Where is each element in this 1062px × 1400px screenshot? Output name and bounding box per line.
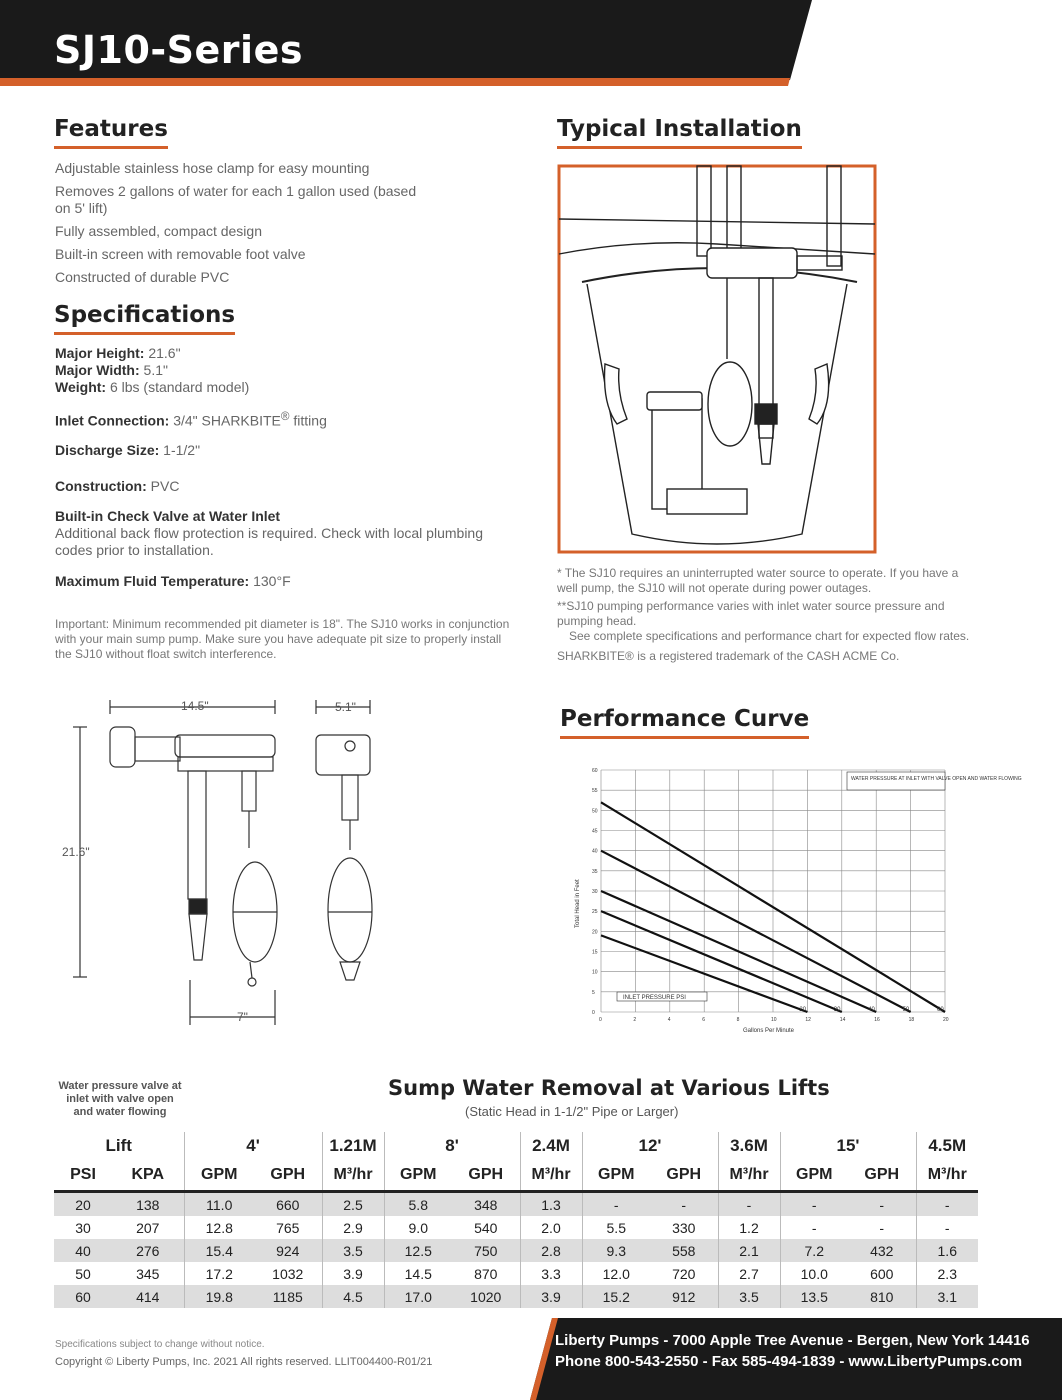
- table-cell: 13.5: [780, 1285, 848, 1308]
- table-cell: 19.8: [184, 1285, 254, 1308]
- lift-header: Lift: [105, 1136, 132, 1155]
- x-tick-label: 2: [633, 1017, 637, 1023]
- table-cell: 2.5: [322, 1192, 384, 1217]
- table-cell: 348: [474, 1196, 498, 1213]
- table-row: [54, 1192, 978, 1217]
- y-tick-label: 40: [592, 848, 598, 855]
- height-label: 21.6": [62, 845, 90, 859]
- group-header: 2.4M: [520, 1132, 582, 1160]
- y-tick-label: 60: [592, 768, 598, 774]
- table-cell: 5.5: [582, 1216, 650, 1239]
- width-front-label: 14.5": [181, 699, 209, 713]
- x-tick-label: 18: [908, 1017, 915, 1023]
- column-header: GPH: [254, 1160, 322, 1192]
- footer-contact: Phone 800-543-2550 - Fax 585-494-1839 - www.LibertyPumps.com: [555, 1353, 1023, 1370]
- table-cell: 765: [276, 1219, 300, 1236]
- group-header: 15': [780, 1132, 916, 1160]
- installation-section: [557, 116, 802, 149]
- column-header: GPH: [848, 1160, 916, 1192]
- table-cell: 20: [75, 1196, 91, 1213]
- install-note: **SJ10 pumping performance varies with inlet water source pressure and pumping head.: [557, 599, 945, 628]
- feature-item: Removes 2 gallons of water for each 1 gallon used (based on 5' lift): [55, 183, 417, 216]
- x-tick-label: 20: [943, 1017, 949, 1023]
- spec-value: 3/4" SHARKBITE: [173, 412, 281, 429]
- table-note: Water pressure valve at inlet with valve open and water flowing: [58, 1080, 182, 1118]
- series-label: 50: [902, 1007, 910, 1013]
- column-header: GPM: [780, 1160, 848, 1192]
- install-note: * The SJ10 requires an uninterrupted water source to operate. If you have a well pump, the SJ10 will not operate during power outages.: [557, 566, 959, 595]
- installation-notes: [557, 566, 977, 664]
- chart-xlabel: Gallons Per Minute: [743, 1028, 795, 1034]
- check-valve-text: Additional back flow protection is required. Check with local plumbing codes prior to installation.: [55, 524, 483, 558]
- table-cell: 2.7: [718, 1262, 780, 1285]
- table-cell: -: [780, 1192, 848, 1217]
- table-cell: 558: [672, 1242, 696, 1259]
- foot-screen: [189, 914, 207, 960]
- chart-grid: [601, 770, 945, 1012]
- spec-label: Major Height:: [55, 345, 145, 361]
- trademark-note: SHARKBITE® is a registered trademark of the CASH ACME Co.: [557, 649, 900, 663]
- y-tick-label: 10: [592, 969, 598, 976]
- table-cell: 2.9: [322, 1216, 384, 1239]
- x-tick-label: 0: [599, 1017, 602, 1023]
- elbow-pipe: [110, 727, 135, 767]
- column-header: GPM: [582, 1160, 650, 1192]
- spec-label: Weight:: [55, 379, 107, 395]
- table-cell: 432: [870, 1242, 894, 1259]
- performance-section: [560, 706, 809, 739]
- table-cell: 3.3: [520, 1262, 582, 1285]
- float-switch: [708, 362, 752, 446]
- table-cell: 660: [276, 1196, 300, 1213]
- table-cell: 40: [75, 1242, 91, 1259]
- x-tick-label: 8: [736, 1017, 740, 1023]
- table-cell: 4.5: [322, 1285, 384, 1308]
- table-cell: 15.2: [582, 1285, 650, 1308]
- features-list: [55, 160, 425, 292]
- y-tick-label: 25: [592, 909, 598, 916]
- table-cell: 3.1: [916, 1285, 978, 1308]
- spec-label: Discharge Size:: [55, 441, 160, 458]
- table-cell: -: [879, 1196, 885, 1213]
- table-cell: 1.2: [718, 1216, 780, 1239]
- table-cell: 3.9: [322, 1262, 384, 1285]
- column-header: GPM: [184, 1160, 254, 1192]
- footer-copyright: Copyright © Liberty Pumps, Inc. 2021 All rights reserved. LLIT004400-R01/21: [55, 1356, 433, 1368]
- column-header: PSI: [54, 1160, 112, 1192]
- x-tick-label: 14: [839, 1017, 846, 1023]
- group-header: 4': [184, 1132, 322, 1160]
- table-cell: 9.3: [582, 1239, 650, 1262]
- chart-legend: WATER PRESSURE AT INLET WITH VALVE OPEN AND WATER FLOWING: [851, 776, 1022, 782]
- pipe: [188, 771, 206, 899]
- group-header: 1.21M: [322, 1132, 384, 1160]
- table-cell: 2.1: [718, 1239, 780, 1262]
- side-head: [316, 735, 370, 775]
- chart-ylabel: Total Head in Feet: [575, 879, 581, 928]
- install-note: See complete specifications and performance chart for expected flow rates.: [569, 629, 970, 643]
- table-cell: 1.3: [520, 1192, 582, 1217]
- table-subtitle: (Static Head in 1-1/2" Pipe or Larger): [465, 1104, 679, 1119]
- table-cell: 60: [75, 1288, 91, 1305]
- column-header: M³/hr: [322, 1160, 384, 1192]
- y-tick-label: 45: [592, 828, 598, 835]
- side-float: [328, 858, 372, 962]
- table-cell: 345: [136, 1265, 160, 1282]
- table-cell: -: [718, 1192, 780, 1217]
- column-header: GPH: [650, 1160, 718, 1192]
- x-tick-label: 6: [702, 1017, 705, 1023]
- table-cell: 3.5: [718, 1285, 780, 1308]
- y-tick-label: 55: [592, 788, 598, 795]
- table-cell: 2.3: [916, 1262, 978, 1285]
- table-cell: -: [916, 1216, 978, 1239]
- table-cell: -: [780, 1216, 848, 1239]
- sj10-unit: [707, 248, 797, 278]
- group-header: 8': [384, 1132, 520, 1160]
- table-cell: 9.0: [384, 1216, 452, 1239]
- performance-heading: Performance Curve: [560, 706, 809, 739]
- table-cell: 330: [672, 1219, 696, 1236]
- removal-table: [54, 1132, 978, 1308]
- table-cell: 750: [474, 1242, 498, 1259]
- spec-value: fitting: [293, 412, 327, 429]
- series-label: 20: [799, 1007, 807, 1013]
- table-cell: 7.2: [780, 1239, 848, 1262]
- table-cell: 2.8: [520, 1239, 582, 1262]
- table-cell: 3.5: [322, 1239, 384, 1262]
- page-title: SJ10-Series: [54, 28, 303, 72]
- spec-label: Construction:: [55, 477, 147, 494]
- inlet-label: INLET PRESSURE PSI: [623, 995, 686, 1001]
- x-tick-label: 12: [805, 1017, 811, 1023]
- pump-head: [175, 735, 275, 757]
- table-cell: 600: [870, 1265, 894, 1282]
- y-tick-label: 15: [592, 949, 598, 956]
- table-cell: -: [582, 1192, 650, 1217]
- table-cell: -: [879, 1219, 885, 1236]
- table-cell: 540: [474, 1219, 498, 1236]
- y-tick-label: 5: [592, 989, 595, 996]
- group-header: 12': [582, 1132, 718, 1160]
- table-cell: 5.8: [384, 1192, 452, 1217]
- performance-chart: [565, 760, 1022, 1040]
- y-tick-label: 0: [592, 1010, 595, 1016]
- header-bar: [0, 0, 1062, 90]
- spec-value: 130°F: [253, 572, 291, 589]
- table-cell: 50: [75, 1265, 91, 1282]
- table-cell: 720: [672, 1265, 696, 1282]
- spec-label: Major Width:: [55, 362, 140, 378]
- column-header: GPH: [452, 1160, 520, 1192]
- feature-item: Built-in screen with removable foot valve: [55, 246, 306, 262]
- y-tick-label: 35: [592, 868, 598, 875]
- table-cell: -: [916, 1192, 978, 1217]
- footer-bar: [530, 1318, 1062, 1400]
- spec-list: [55, 345, 515, 590]
- table-cell: 138: [136, 1196, 160, 1213]
- features-heading: Features: [54, 116, 168, 149]
- table-cell: 810: [870, 1288, 894, 1305]
- spec-value: 21.6": [148, 345, 181, 361]
- table-title: Sump Water Removal at Various Lifts: [388, 1076, 830, 1100]
- specifications-section: [54, 302, 235, 335]
- x-tick-label: 10: [771, 1017, 777, 1023]
- column-header: GPM: [384, 1160, 452, 1192]
- table-cell: 14.5: [384, 1262, 452, 1285]
- registered-mark: ®: [280, 410, 290, 423]
- y-tick-label: 30: [592, 889, 598, 895]
- x-tick-label: 4: [667, 1017, 671, 1023]
- spec-label: Maximum Fluid Temperature:: [55, 572, 250, 589]
- table-cell: 11.0: [184, 1192, 254, 1217]
- column-header: M³/hr: [520, 1160, 582, 1192]
- installation-heading: Typical Installation: [557, 116, 802, 149]
- features-section: [54, 116, 168, 149]
- spec-value: 1-1/2": [163, 441, 201, 458]
- important-note: Important: Minimum recommended pit diameter is 18". The SJ10 works in conjunction with your main sump pump. Make sure you have adequate pit size to properly install the SJ10 without float switch interference.: [55, 617, 510, 661]
- installation-illustration: [557, 164, 877, 554]
- series-label: 60: [937, 1007, 944, 1013]
- spec-value: 6 lbs (standard model): [109, 379, 250, 395]
- table-cell: 1032: [272, 1265, 304, 1282]
- table-cell: 924: [276, 1242, 300, 1259]
- column-header: M³/hr: [916, 1160, 978, 1192]
- table-cell: 17.2: [184, 1262, 254, 1285]
- group-header: 3.6M: [718, 1132, 780, 1160]
- table-cell: 3.9: [520, 1285, 582, 1308]
- table-cell: 1185: [272, 1288, 303, 1305]
- table-cell: 1020: [470, 1288, 502, 1305]
- table-cell: 870: [474, 1265, 498, 1282]
- table-row: [54, 1285, 978, 1308]
- y-tick-label: 50: [592, 808, 598, 815]
- table-cell: -: [681, 1196, 687, 1213]
- spec-label: Inlet Connection:: [55, 412, 170, 429]
- check-valve-label: Built-in Check Valve at Water Inlet: [55, 507, 281, 524]
- x-tick-label: 16: [874, 1017, 880, 1023]
- table-cell: 12.8: [184, 1216, 254, 1239]
- table-cell: 414: [136, 1288, 160, 1305]
- table-cell: 207: [136, 1219, 160, 1236]
- spec-value: PVC: [150, 477, 180, 494]
- table-cell: 12.0: [582, 1262, 650, 1285]
- table-cell: 15.4: [184, 1239, 254, 1262]
- table-row: [54, 1262, 978, 1285]
- table-cell: 10.0: [780, 1262, 848, 1285]
- spec-value: 5.1": [143, 362, 168, 378]
- table-cell: 912: [672, 1288, 696, 1305]
- series-label: 40: [868, 1007, 875, 1013]
- chart-ticks: [592, 768, 949, 1023]
- group-header: 4.5M: [916, 1132, 978, 1160]
- footer-notice: Specifications subject to change without notice.: [55, 1339, 265, 1350]
- y-tick-label: 20: [592, 929, 598, 936]
- feature-item: Adjustable stainless hose clamp for easy mounting: [55, 160, 370, 176]
- table-row: [54, 1239, 978, 1262]
- table-cell: 276: [136, 1242, 160, 1259]
- table-cell: 30: [75, 1219, 91, 1236]
- table-row: [54, 1216, 978, 1239]
- table-cell: 2.0: [520, 1216, 582, 1239]
- width-side-label: 5.1": [335, 700, 356, 714]
- specifications-heading: Specifications: [54, 302, 235, 335]
- table-cell: 12.5: [384, 1239, 452, 1262]
- dimension-drawing: [62, 690, 400, 1035]
- column-header: M³/hr: [718, 1160, 780, 1192]
- base-label: 7": [237, 1010, 248, 1024]
- feature-item: Fully assembled, compact design: [55, 223, 262, 239]
- table-cell: 1.6: [916, 1239, 978, 1262]
- feature-item: Constructed of durable PVC: [55, 269, 230, 285]
- table-cell: 17.0: [384, 1285, 452, 1308]
- series-label: 30: [833, 1007, 841, 1013]
- footer-address: Liberty Pumps - 7000 Apple Tree Avenue - Bergen, New York 14416: [555, 1332, 1030, 1349]
- column-header: KPA: [112, 1160, 184, 1192]
